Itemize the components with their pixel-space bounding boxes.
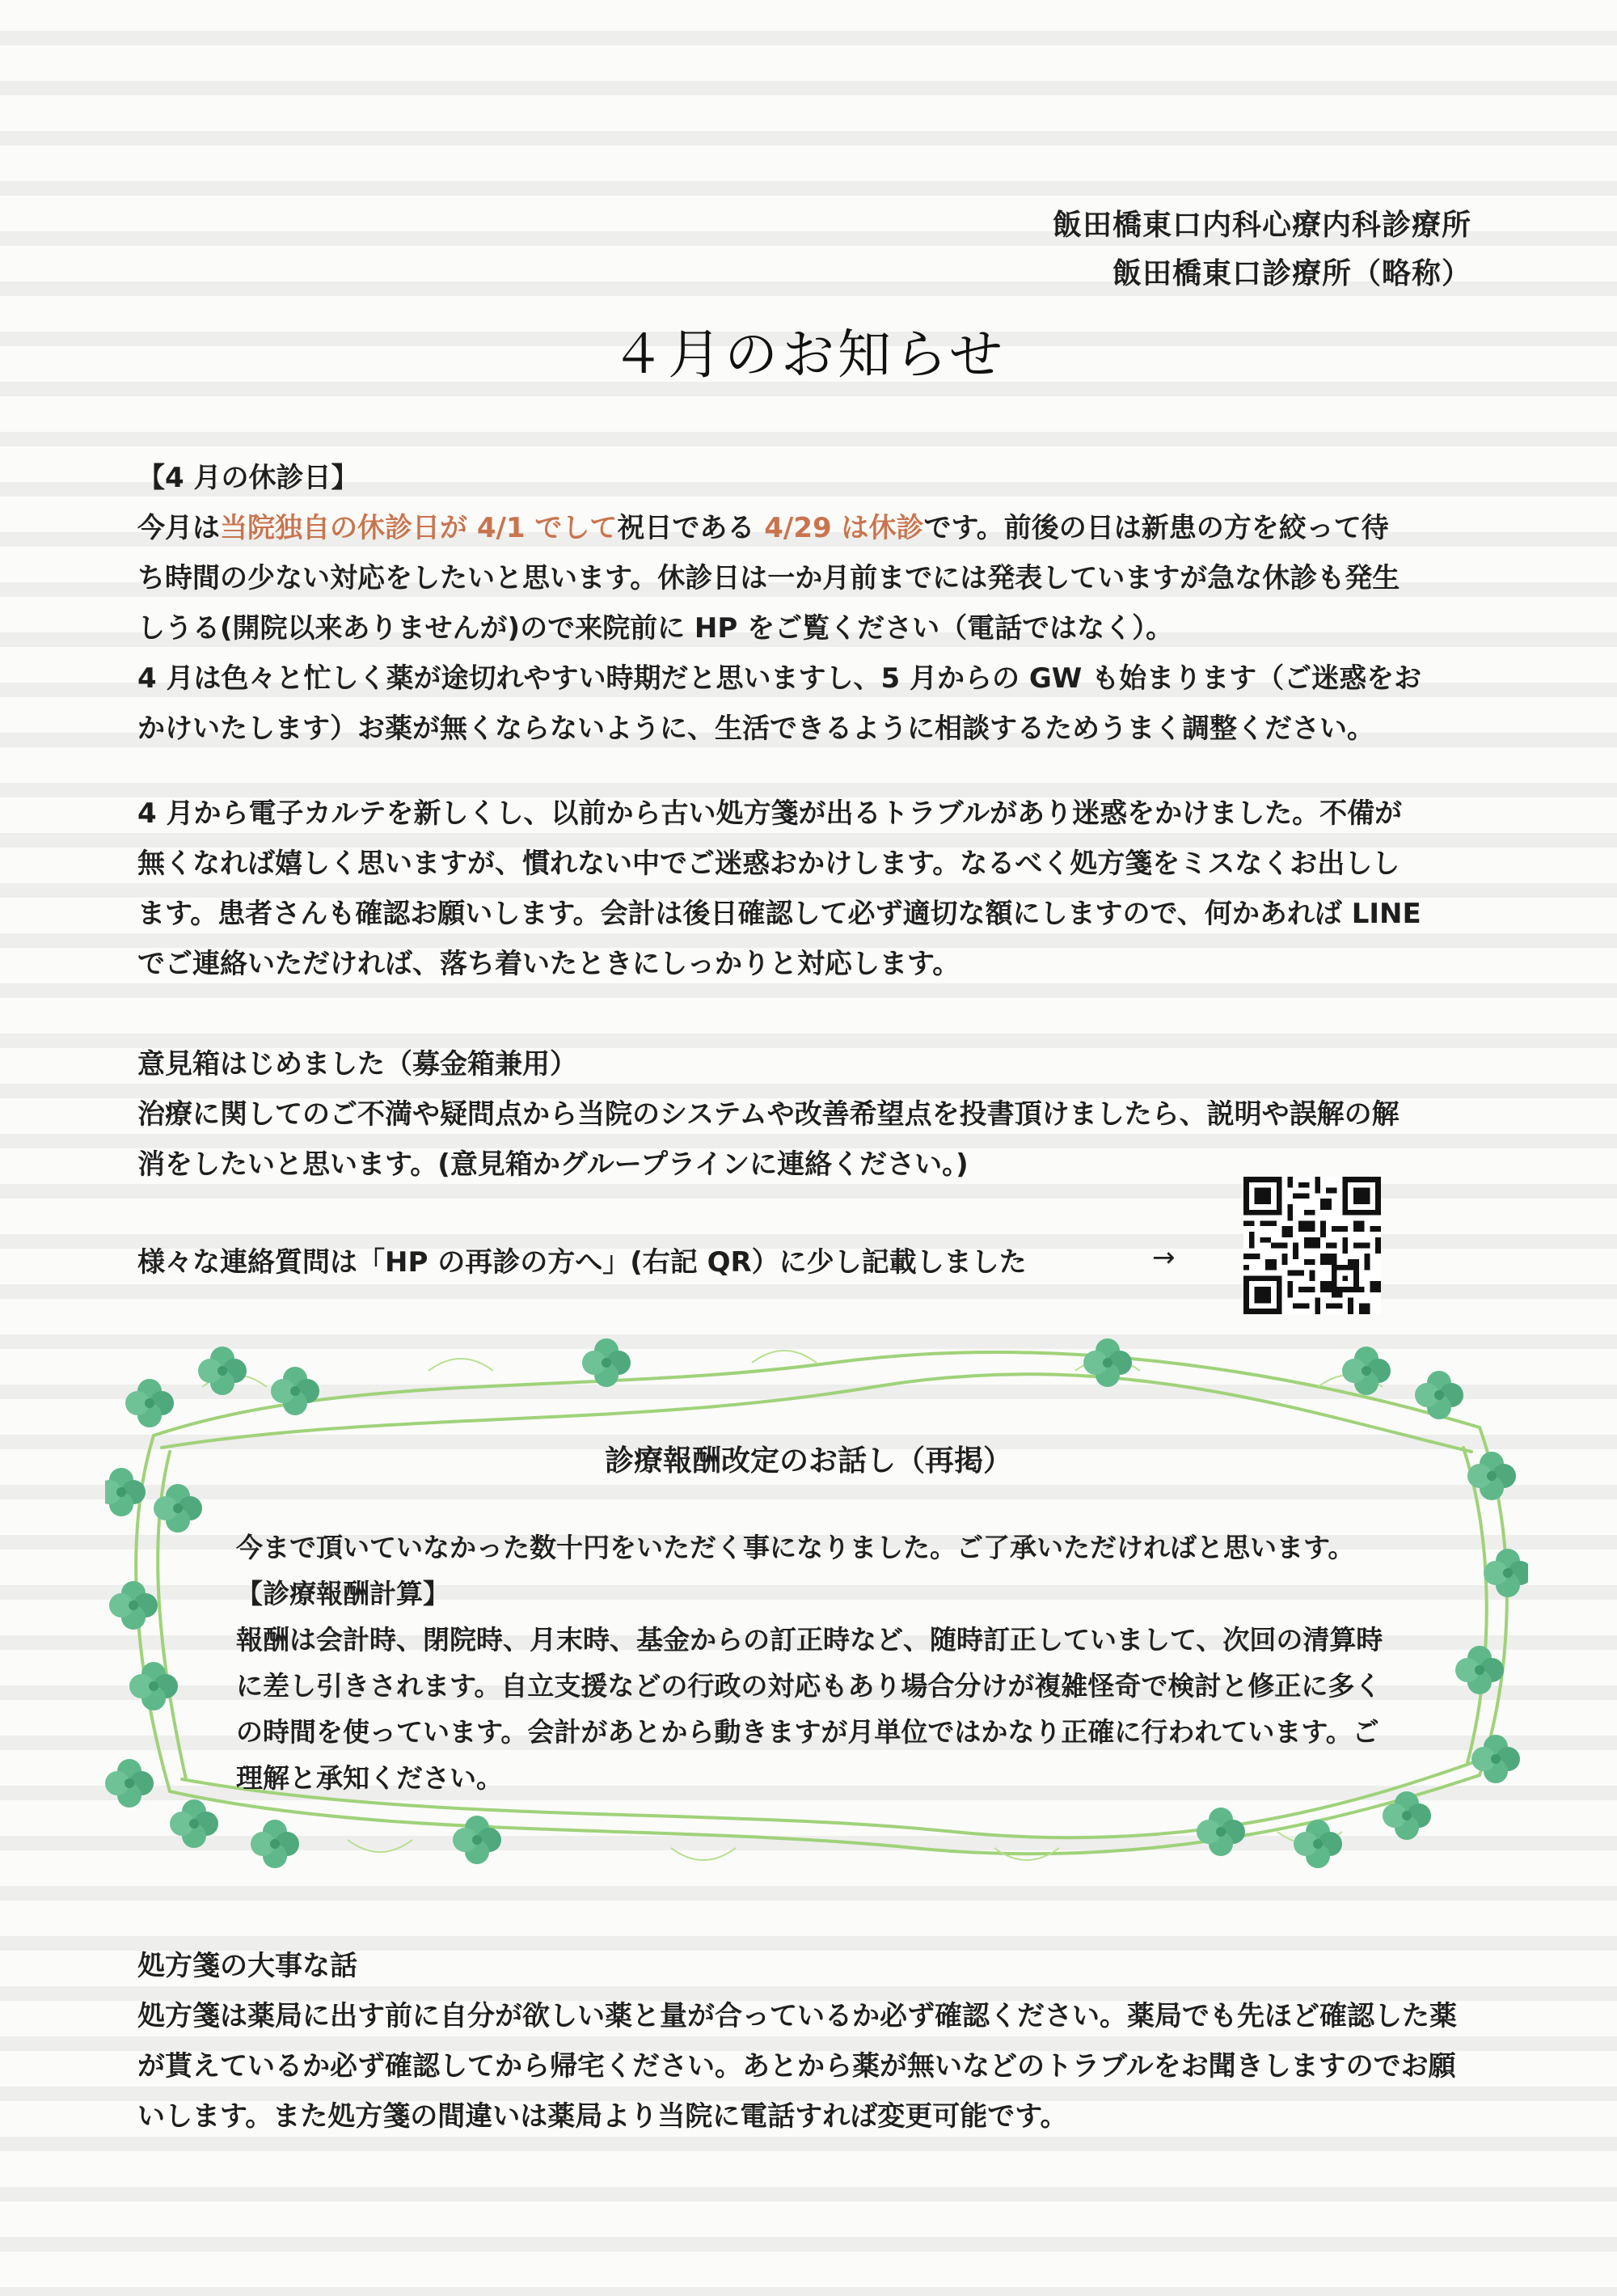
fee-notice-line-2: 報酬は会計時、閉院時、月末時、基金からの訂正時など、随時訂正していまして、次回の清算時: [236, 1624, 1383, 1655]
opinion-box-section: [137, 1039, 1480, 1190]
fee-notice-subheading: 【診療報酬計算】: [236, 1578, 450, 1609]
fee-notice-body: [236, 1524, 1433, 1801]
fee-notice-line-1: 今まで頂いていなかった数十円をいただく事になりました。ご了承いただければと思います。: [236, 1532, 1355, 1563]
prescription-section: [137, 1941, 1480, 2142]
holiday-line-1: [137, 503, 1480, 553]
holiday-line-3: しうる(開院以来ありませんが)ので来院前に HP をご覧ください（電話ではなく）。: [137, 612, 1174, 645]
clinic-name: 飯田橋東口内科心療内科診療所: [1052, 209, 1471, 242]
ehr-section: [137, 789, 1480, 989]
ehr-line-2: 無くなれば嬉しく思いますが、慣れない中でご迷惑おかけします。なるべく処方箋をミスなくお出しし: [137, 848, 1400, 880]
holiday-section: [137, 453, 1480, 754]
holiday-text-c: です。前後の日は新患の方を絞って待: [923, 512, 1389, 544]
holiday-text-a: 今月は: [137, 512, 220, 544]
opinion-box-line-1: 治療に関してのご不満や疑問点から当院のシステムや改善希望点を投書頂けましたら、説明や誤解の解: [137, 1098, 1400, 1131]
fee-notice-title: 診療報酬改定のお話し（再掲）: [604, 1444, 1012, 1478]
opinion-box-heading: 意見箱はじめました（募金箱兼用）: [137, 1048, 577, 1080]
fee-notice-line-3: に差し引きされます。自立支援などの行政の対応もあり場合分けが複雑怪奇で検討と修正に多く: [236, 1670, 1382, 1702]
ehr-line-1: 4 月から電子カルテを新しくし、以前から古い処方箋が出るトラブルがあり迷惑をかけました。不備が: [137, 797, 1403, 830]
holiday-accent-2: 4/29 は休診: [764, 512, 924, 544]
ehr-line-3: ます。患者さんも確認お願いします。会計は後日確認して必ず適切な額にしますので、何かあれば LINE: [137, 898, 1421, 930]
holiday-heading: 【4 月の休診日】: [137, 462, 359, 494]
holiday-accent-1: 当院独自の休診日が 4/1 でして: [220, 512, 618, 544]
fee-notice-line-5: 理解と承知ください。: [236, 1762, 503, 1794]
page-title: ４月のお知らせ: [610, 323, 1007, 386]
holiday-line-2: ち時間の少ない対応をしたいと思います。休診日は一か月前までには発表していますが急な休診も発生: [137, 562, 1400, 594]
prescription-line-1: 処方箋は薬局に出す前に自分が欲しい薬と量が合っているか必ず確認ください。薬局でも先ほど確認した薬: [137, 2000, 1457, 2032]
prescription-line-2: が貰えているか必ず確認してから帰宅ください。あとから薬が無いなどのトラブルをお聞きしますのでお願: [137, 2050, 1456, 2082]
holiday-line-4: 4 月は色々と忙しく薬が途切れやすい時期だと思いますし、5 月からの GW も始まります（ご迷惑をお: [137, 662, 1422, 695]
qr-code[interactable]: [1243, 1177, 1381, 1314]
ehr-line-4: でご連絡いただければ、落ち着いたときにしっかりと対応します。: [137, 948, 960, 980]
arrow-right-icon: →: [1152, 1241, 1176, 1274]
fee-notice-line-4: の時間を使っています。会計があとから動きますが月単位ではかなり正確に行われています。ご: [236, 1716, 1379, 1748]
clinic-short-name: 飯田橋東口診療所（略称）: [1112, 257, 1471, 290]
holiday-line-5: かけいたします）お薬が無くならないように、生活できるように相談するためうまく調整ください。: [137, 712, 1374, 745]
opinion-box-line-2: 消をしたいと思います。(意見箱かグループラインに連絡ください。): [137, 1148, 969, 1181]
prescription-line-3: いします。また処方箋の間違いは薬局より当院に電話すれば変更可能です。: [137, 2100, 1068, 2133]
holiday-text-b: 祝日である: [617, 512, 765, 544]
contact-line: 様々な連絡質問は「HP の再診の方へ」(右記 QR）に少し記載しました: [137, 1246, 1027, 1279]
prescription-heading: 処方箋の大事な話: [137, 1950, 357, 1982]
